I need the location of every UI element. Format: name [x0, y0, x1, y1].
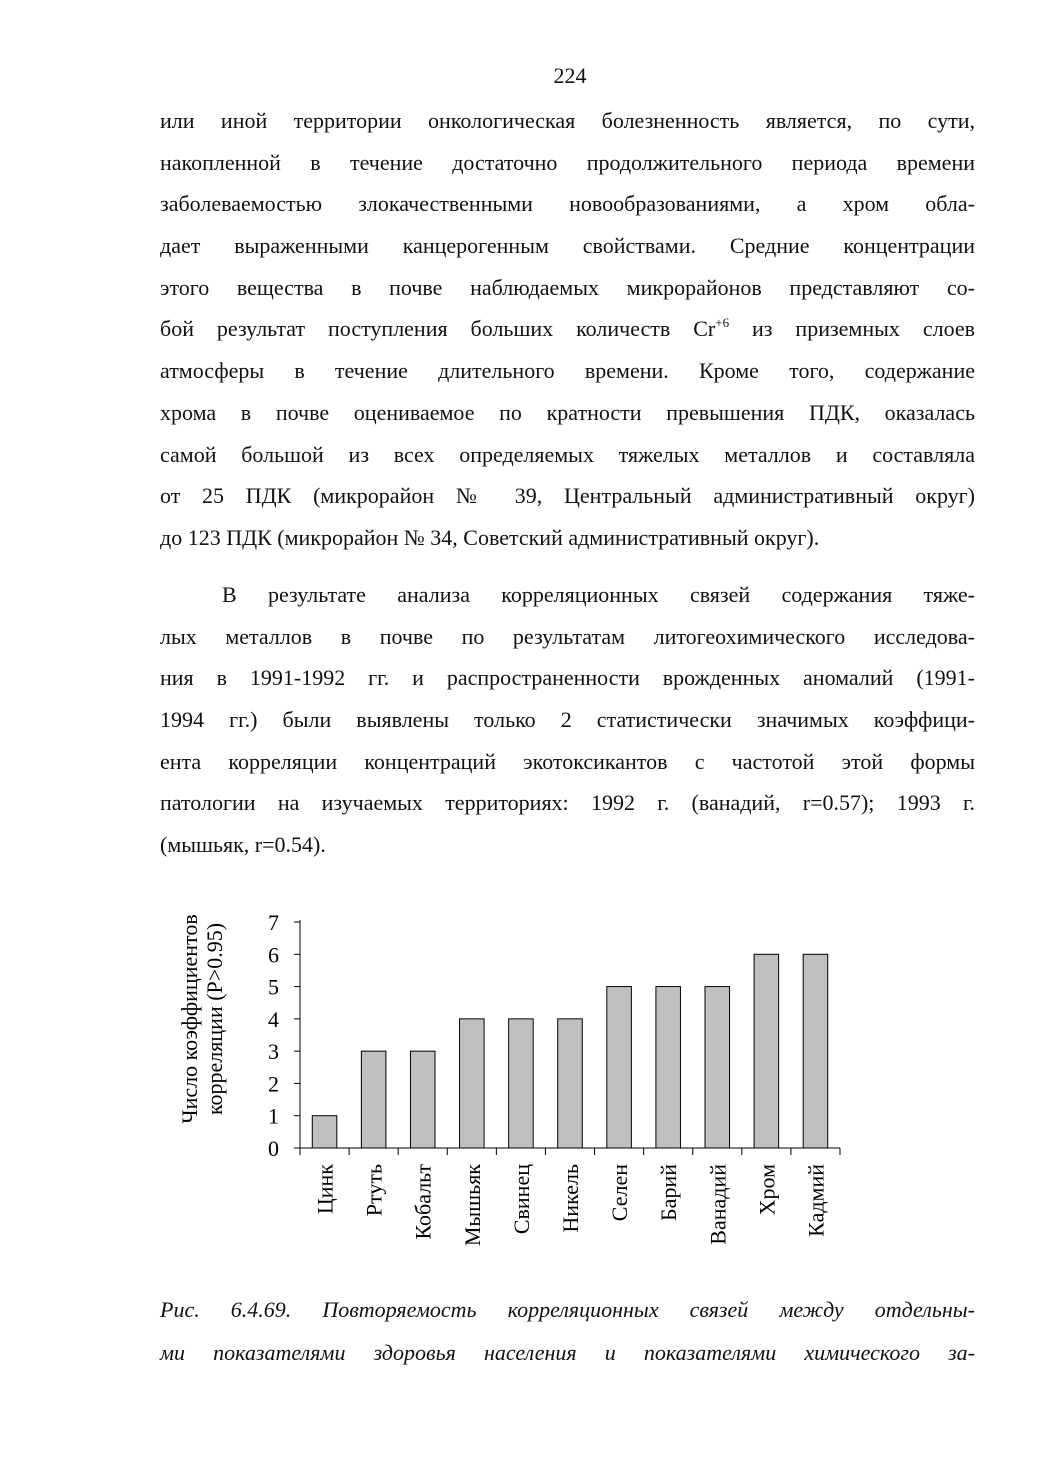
- x-category-label: Ванадий: [705, 1164, 731, 1245]
- x-category-label: Цинк: [312, 1164, 338, 1215]
- x-category-label: Кадмий: [803, 1164, 829, 1237]
- text-fragment: бой результат поступления больших количеств Cr: [160, 316, 716, 342]
- body-paragraph-1: [160, 100, 975, 559]
- y-tick-label: 1: [268, 1103, 279, 1129]
- text-line: атмосферы в течение длительного времени. Кроме того, содержание: [160, 358, 975, 384]
- text-line: (мышьяк, r=0.54).: [160, 832, 326, 858]
- bar-chart: [170, 895, 870, 1265]
- y-tick-label: 3: [268, 1039, 279, 1065]
- y-tick-label: 7: [268, 910, 279, 935]
- text-fragment: из приземных слоев: [729, 316, 976, 342]
- bar: [509, 1019, 534, 1148]
- x-category-label: Мышьяк: [459, 1164, 485, 1247]
- bars: [312, 954, 827, 1148]
- bar: [312, 1116, 337, 1148]
- text-line: патологии на изучаемых территориях: 1992 г. (ванадий, r=0.57); 1993 г.: [160, 790, 975, 816]
- text-line: или иной территории онкологическая болезненность является, по сути,: [160, 108, 975, 133]
- text-line: ния в 1991-1992 гг. и распространенности врожденных аномалий (1991-: [160, 665, 975, 691]
- bar: [361, 1051, 386, 1148]
- bar: [410, 1051, 435, 1148]
- page-number: 224: [553, 63, 587, 88]
- bar: [607, 987, 632, 1148]
- text-line: 1994 гг.) были выявлены только 2 статистически значимых коэффици-: [160, 707, 975, 733]
- y-tick-label: 5: [268, 974, 279, 1000]
- x-category-label: Свинец: [508, 1164, 534, 1235]
- bar: [803, 954, 828, 1148]
- text-line: от 25 ПДК (микрорайон № 39, Центральный административный округ): [160, 483, 975, 509]
- x-category-label: Селен: [607, 1164, 633, 1222]
- text-line: дает выраженными канцерогенным свойствами. Средние концентрации: [160, 233, 975, 259]
- x-category-label: Никель: [558, 1164, 583, 1233]
- x-category-label: Ртуть: [361, 1164, 387, 1217]
- caption-line: ми показателями здоровья населения и показателями химического за-: [160, 1340, 975, 1365]
- text-line: заболеваемостью злокачественными новообразованиями, а хром обла-: [160, 191, 975, 217]
- text-line-with-superscript: [160, 308, 975, 350]
- y-tick-label: 0: [268, 1136, 279, 1161]
- text-line: ента корреляции концентраций экотоксикантов с частотой этой формы: [160, 748, 975, 774]
- x-category-label: Хром: [754, 1164, 780, 1216]
- x-category-label: Барий: [656, 1164, 682, 1221]
- figure-caption: [160, 1288, 975, 1374]
- bar: [705, 987, 730, 1148]
- y-axis-label-line: корреляции (P>0.95): [202, 922, 227, 1116]
- y-tick-label: 2: [268, 1071, 279, 1097]
- text-line: накопленной в течение достаточно продолжительного периода времени: [160, 149, 975, 175]
- bar: [754, 954, 779, 1148]
- y-axis-label: [177, 914, 227, 1123]
- text-line: В результате анализа корреляционных связей содержания тяже-: [222, 582, 975, 607]
- text-line: до 123 ПДК (микрорайон № 34, Советский административный округ).: [160, 524, 820, 550]
- y-axis-ticks: [268, 910, 300, 1161]
- text-line: лых металлов в почве по результатам литогеохимического исследова-: [160, 623, 975, 649]
- x-axis-labels: [313, 1164, 829, 1246]
- y-tick-label: 6: [268, 942, 279, 968]
- bar: [460, 1019, 485, 1148]
- superscript: +6: [715, 315, 730, 331]
- caption-line: Рис. 6.4.69. Повторяемость корреляционных связей между отдельны-: [160, 1297, 975, 1322]
- text-line: хрома в почве оцениваемое по кратности превышения ПДК, оказалась: [160, 399, 975, 425]
- text-line: этого вещества в почве наблюдаемых микрорайонов представляют со-: [160, 274, 975, 300]
- text-line: самой большой из всех определяемых тяжелых металлов и составляла: [160, 441, 975, 467]
- body-paragraph-2: [160, 574, 975, 866]
- y-tick-label: 4: [268, 1006, 279, 1032]
- x-category-label: Кобальт: [410, 1164, 436, 1240]
- bar: [558, 1019, 583, 1148]
- bar: [656, 987, 681, 1148]
- y-axis-label-line: Число коэффициентов: [177, 914, 202, 1124]
